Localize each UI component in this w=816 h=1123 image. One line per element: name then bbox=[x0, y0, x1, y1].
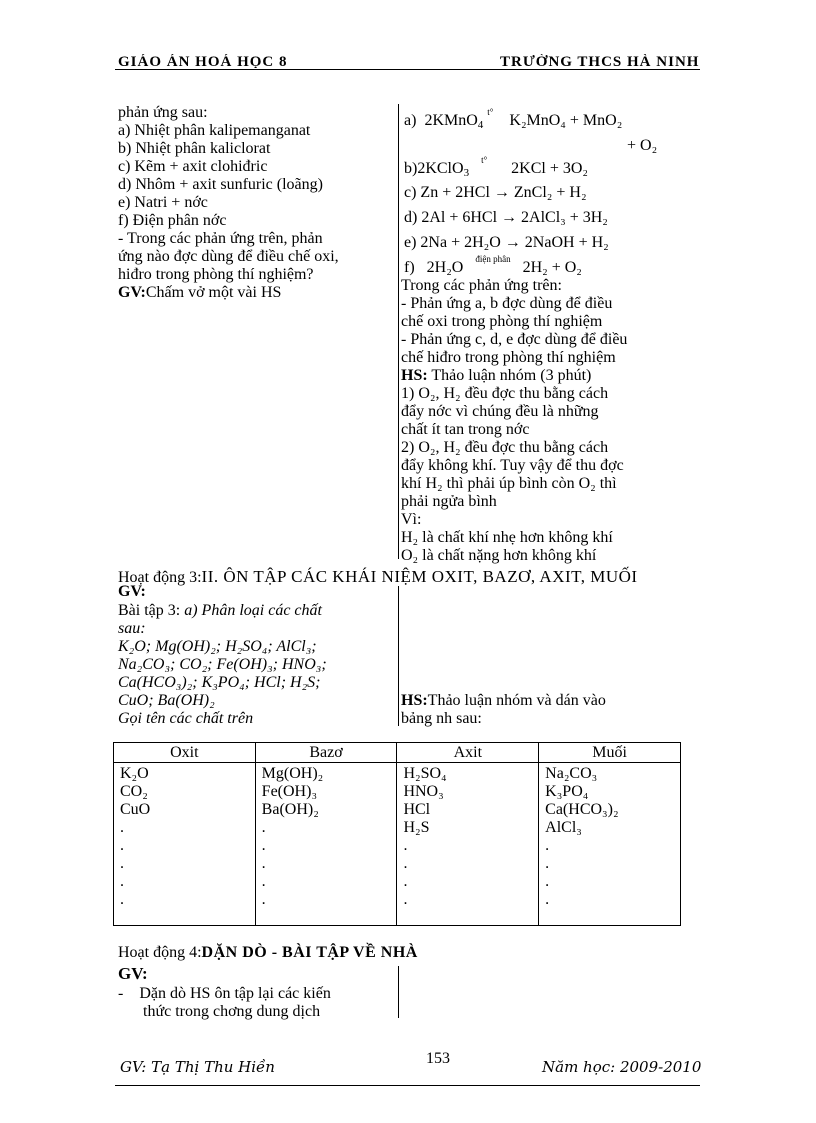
footer-rule bbox=[115, 1085, 700, 1086]
column-divider bbox=[398, 966, 399, 1018]
table-header-row bbox=[114, 743, 681, 763]
table-cell-oxit: K₂O CO₂ CuO . . . . . bbox=[114, 763, 256, 926]
table-row bbox=[114, 763, 681, 926]
left-line: - Trong các phản ứng trên, phản bbox=[118, 230, 323, 247]
footer-school-year: Năm học: 2009-2010 bbox=[542, 1058, 702, 1076]
column-divider bbox=[398, 104, 399, 559]
heat-condition: t° bbox=[487, 107, 494, 117]
left-line: d) Nhôm + axit sunfuric (loãng) bbox=[118, 176, 323, 193]
equation-c: c) Zn + 2HCl → ZnCl₂ + H₂ bbox=[404, 184, 587, 201]
equation-a: a) 2KMnO$_4$ $^{t^\circ}$ K₂MnO₄ + MnO₂ bbox=[404, 107, 623, 131]
table-cell-muoi: Na₂CO₃ K₃PO₄ Ca(HCO₃)₂ AlCl₃ . . . . bbox=[539, 763, 681, 926]
left-line: c) Kẽm + axit clohiđric bbox=[118, 158, 268, 175]
activity-3-gv: GV: bbox=[118, 583, 146, 600]
exercise-3: Bài tập 3: a) Phân loại các chất sau: K₂O; Mg(OH)₂; H₂SO₄; AlCl₃; Na₂CO₃; CO₂; Fe(OH)₃; HNO₃; Ca(HCO₃)₂; K₃PO₄; HCl; H₂S; CuO; Ba(OH)₂ Gọi tên các chất trên bbox=[118, 602, 327, 727]
heat-condition: t° bbox=[481, 155, 488, 165]
right-column-answers: Trong các phản ứng trên: - Phản ứng a, b đợc dùng để điều chế oxi trong phòng thí nghiệm - Phản ứng c, d, e đợc dùng để điều chế hiđro trong phòng thí nghiệm HS: Thảo luận nhóm (3 phút) 1) O₂, H₂ đều đợc thu bằng cách đẩy nớc vì chúng đều là những chất ít tan trong nớc 2) O₂, H₂ đều đợc thu bằng cách đẩy không khí. Tuy vậy để thu đợc khí H₂ thì phải úp bình còn O₂ thì phải ngửa bình Vì: H₂ là chất khí nhẹ hơn không khí O₂ là chất nặng hơn không khí bbox=[401, 277, 696, 565]
left-line: a) Nhiệt phân kalipemanganat bbox=[118, 122, 311, 139]
equation-f: f) 2H₂O $^{điện phân}$ 2H₂ + O₂ bbox=[404, 254, 582, 276]
header-right: TRƯỜNG THCS HÀ NINH bbox=[500, 54, 700, 68]
equation-e: e) 2Na + 2H₂O → 2NaOH + H₂ bbox=[404, 234, 609, 251]
left-column-lessons bbox=[118, 104, 393, 302]
footer-author: GV: Tạ Thị Thu Hiền bbox=[120, 1058, 275, 1076]
left-line: f) Điện phân nớc bbox=[118, 212, 227, 229]
classification-table bbox=[113, 742, 681, 926]
equation-d: d) 2Al + 6HCl → 2AlCl₃ + 3H₂ bbox=[404, 209, 608, 226]
left-line: e) Natri + nớc bbox=[118, 194, 208, 211]
activity-4-gv: GV: bbox=[118, 964, 148, 983]
header-left: GIÁO ÁN HOÁ HỌC 8 bbox=[118, 54, 288, 68]
equation-b: b)2KClO$_3$ $^{t^\circ}$ 2KCl + 3O₂ bbox=[404, 155, 588, 179]
left-line: b) Nhiệt phân kaliclorat bbox=[118, 140, 271, 157]
table-header: Axit bbox=[397, 743, 539, 763]
left-line: phản ứng sau: bbox=[118, 104, 208, 121]
equation-a-continued: + O₂ bbox=[627, 137, 658, 154]
activity-3-heading: Hoạt động 3:II. ÔN TẬP CÁC KHÁI NIỆM OXIT, BAZƠ, AXIT, MUỐI bbox=[118, 567, 638, 586]
hs-instruction: HS:Thảo luận nhóm và dán vào bảng nh sau: bbox=[401, 692, 606, 727]
hs-line: HS: Thảo luận nhóm (3 phút) bbox=[401, 367, 592, 384]
page-number: 153 bbox=[426, 1050, 450, 1067]
bullet-dash: - bbox=[118, 985, 124, 1002]
table-header: Muối bbox=[539, 743, 681, 763]
left-line: ứng nào đợc dùng để điều chế oxi, bbox=[118, 248, 339, 265]
left-line: hiđro trong phòng thí nghiệm? bbox=[118, 266, 314, 283]
gv-text: Chấm vở một vài HS bbox=[145, 284, 282, 301]
gv-label: GV: bbox=[118, 284, 146, 301]
gv-line bbox=[118, 284, 393, 302]
table-header: Bazơ bbox=[255, 743, 397, 763]
activity-4-heading: Hoạt động 4:DẶN DÒ - BÀI TẬP VỀ NHÀ bbox=[118, 944, 418, 961]
header-rule bbox=[115, 69, 700, 70]
table-header: Oxit bbox=[114, 743, 256, 763]
column-divider bbox=[398, 586, 399, 726]
electrolysis-condition: điện phân bbox=[475, 254, 511, 264]
hs-label: HS: bbox=[401, 367, 428, 384]
table-cell-axit: H₂SO₄ HNO₃ HCl H₂S . . . . bbox=[397, 763, 539, 926]
activity-4-text: - Dặn dò HS ôn tập lại các kiến thức trong chơng dung dịch bbox=[118, 985, 331, 1020]
table-cell-bazo: Mg(OH)₂ Fe(OH)₃ Ba(OH)₂ . . . . . bbox=[255, 763, 397, 926]
